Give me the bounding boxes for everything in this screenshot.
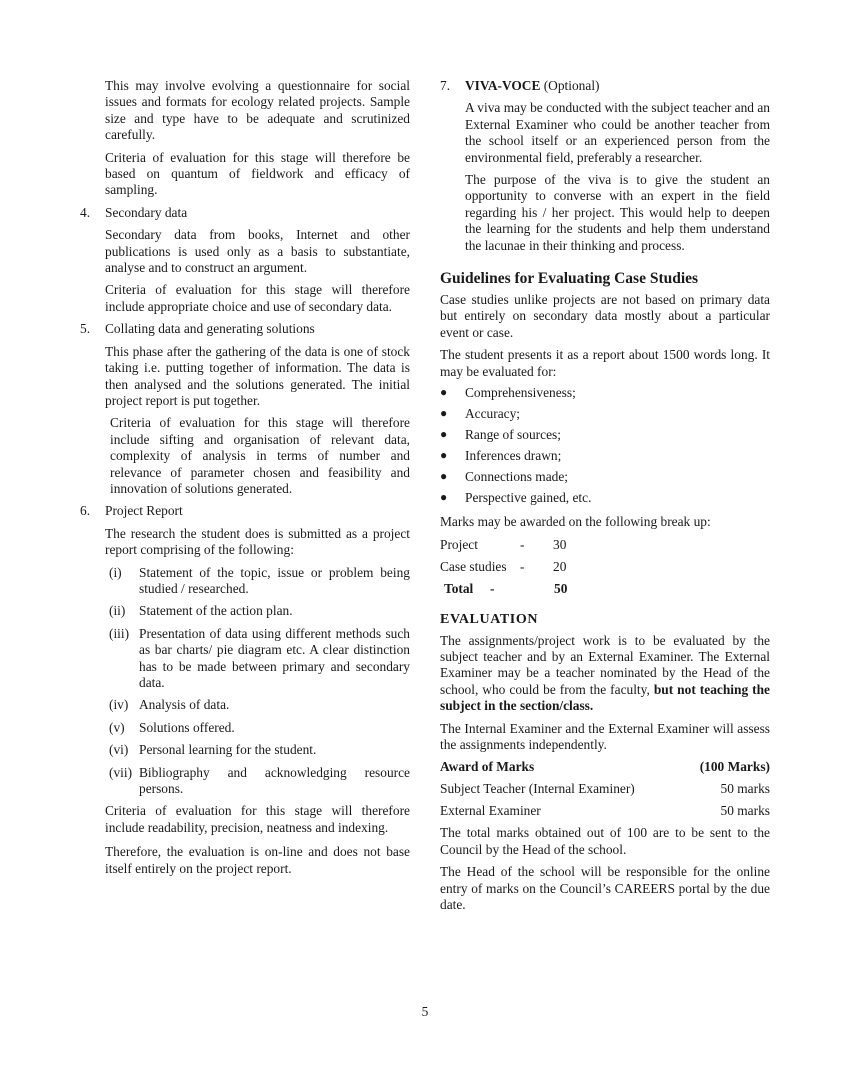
sub-item-number: (vi) [109, 742, 129, 758]
marks-label: Total [444, 580, 474, 596]
marks-value: 50 [554, 580, 568, 596]
sub-item [80, 603, 410, 619]
viva-purpose-paragraph: The purpose of the viva is to give the student an opportunity to converse with an expert in the field regarding his / her project. This would help to deepen the learning for the students and help them understand the lacunae in their thinking and process. [465, 172, 770, 253]
item-title: Project Report [105, 503, 183, 519]
marks-row-case-studies [440, 558, 770, 575]
item-number: 4. [80, 204, 91, 220]
sub-item-text: Personal learning for the student. [139, 742, 317, 758]
bullet-icon: ● [440, 448, 448, 463]
sub-item [80, 720, 410, 736]
viva-paragraph: A viva may be conducted with the subject teacher and an External Examiner who could be another teacher from the school itself or an experienced person from the environmental field, preferably a researcher. [465, 100, 770, 165]
online-entry-paragraph: The Head of the school will be responsible for the online entry of marks on the Council’s CAREERS portal by the due date. [440, 864, 770, 912]
bullet-icon: ● [440, 427, 448, 442]
sub-item-text: Statement of the topic, issue or problem being studied / researched. [139, 564, 410, 596]
questionnaire-paragraph: This may involve evolving a questionnaire for social issues and formats for ecology related projects. Sample size and type have to be adequate and scrutinized carefully. [105, 78, 410, 143]
list-item-text: Comprehensiveness; [465, 385, 576, 401]
marks-row-total [440, 580, 770, 597]
list-item [440, 426, 770, 443]
sub-item-number: (iv) [109, 697, 129, 713]
marks-label: Case studies [440, 558, 507, 574]
item-title: Secondary data [105, 204, 188, 220]
project-report-paragraph: The research the student does is submitted as a project report comprising of the following: [105, 525, 410, 558]
total-marks-paragraph: The total marks obtained out of 100 are to be sent to the Council by the Head of the school. [440, 825, 770, 857]
award-header-row [440, 758, 770, 775]
sub-item-text: Solutions offered. [139, 719, 235, 735]
report-length-paragraph: The student presents it as a report about 1500 words long. It may be evaluated for: [440, 347, 770, 379]
marks-dash: - [520, 536, 525, 552]
marks-value: 30 [553, 536, 567, 552]
collating-paragraph: This phase after the gathering of the data is one of stock taking i.e. putting together of information. The data is then analysed and the solutions generated. The initial project report is put together. [105, 343, 410, 408]
online-evaluation-paragraph: Therefore, the evaluation is on-line and does not base itself entirely on the project report. [105, 844, 410, 876]
item-secondary-data [80, 205, 410, 221]
case-studies-heading: Guidelines for Evaluating Case Studies [440, 270, 699, 288]
sub-item-text: Presentation of data using different methods such as bar charts/ pie diagram etc. A clear distinction has to be made between primary and secondary data. [139, 625, 410, 690]
secondary-criteria-paragraph: Criteria of evaluation for this stage will therefore include appropriate choice and use of secondary data. [105, 282, 410, 314]
list-item-text: Connections made; [465, 469, 569, 485]
list-item-text: Perspective gained, etc. [465, 490, 592, 506]
item-title: Collating data and generating solutions [105, 321, 315, 337]
sub-item [80, 697, 410, 713]
sub-item-text: Bibliography and acknowledging resource persons. [139, 764, 410, 797]
item-viva-voce [440, 78, 770, 94]
list-item [440, 447, 770, 464]
sub-item [80, 742, 410, 758]
list-item [440, 405, 770, 422]
item-collating-data [80, 321, 410, 337]
award-label: Subject Teacher (Internal Examiner) [440, 781, 635, 797]
sub-item-number: (v) [109, 719, 125, 735]
award-value: 50 marks [720, 803, 770, 819]
viva-title: VIVA-VOCE [465, 78, 541, 93]
list-item-text: Inferences drawn; [465, 448, 562, 464]
page-number: 5 [421, 1004, 429, 1019]
award-header-label: Award of Marks [440, 759, 535, 775]
examiners-paragraph: The Internal Examiner and the External Examiner will assess the assignments independently. [440, 720, 770, 752]
left-column [80, 78, 410, 877]
item-number: 7. [440, 78, 451, 93]
report-criteria-paragraph: Criteria of evaluation for this stage will therefore include readability, precision, neatness and indexing. [105, 803, 410, 835]
sub-item-number: (ii) [109, 603, 126, 619]
viva-optional: (Optional) [540, 78, 600, 93]
marks-dash: - [490, 580, 495, 596]
item-title [465, 78, 770, 94]
evaluation-paragraph [440, 633, 770, 715]
marks-label: Project [440, 536, 478, 552]
evaluation-bold-text: but not teaching the subject in the section/class. [440, 681, 770, 714]
list-item-text: Range of sources; [465, 427, 561, 443]
fieldwork-criteria-paragraph: Criteria of evaluation for this stage will therefore be based on quantum of fieldwork and efficacy of sampling. [105, 149, 410, 198]
marks-row-project [440, 536, 770, 553]
sub-item-text: Statement of the action plan. [139, 603, 293, 619]
sub-item-number: (i) [109, 564, 122, 580]
list-item [440, 384, 770, 401]
list-item-text: Accuracy; [465, 406, 521, 422]
evaluation-text: The assignments/project work is to be evaluated by the subject teacher and by an External Examiner. The External Examiner may be a teacher nominated by the Head of the school, who could be from the faculty, [440, 632, 770, 697]
case-studies-paragraph: Case studies unlike projects are not based on primary data but entirely on secondary data mostly about a particular event or case. [440, 292, 770, 340]
award-row-internal [440, 780, 770, 797]
sub-item [80, 626, 410, 692]
marks-value: 20 [553, 558, 567, 574]
evaluation-heading: EVALUATION [440, 611, 539, 627]
bullet-icon: ● [440, 490, 448, 505]
right-column [440, 78, 770, 913]
collating-criteria-paragraph: Criteria of evaluation for this stage will therefore include sifting and organisation of relevant data, complexity of analysis in terms of number and relevance of parameter chosen and feasibility and innovation of solutions generated. [110, 415, 410, 496]
marks-dash: - [520, 558, 525, 574]
award-header-value: (100 Marks) [699, 759, 770, 775]
bullet-icon: ● [440, 406, 448, 421]
list-item [440, 489, 770, 506]
sub-item-text: Analysis of data. [139, 697, 230, 713]
bullet-icon: ● [440, 469, 448, 484]
sub-item-number: (vii) [109, 764, 133, 780]
sub-item-number: (iii) [109, 625, 130, 641]
bullet-icon: ● [440, 385, 448, 400]
item-number: 5. [80, 321, 91, 337]
item-project-report [80, 503, 410, 519]
sub-item [80, 765, 410, 798]
evaluation-criteria-list [440, 384, 770, 506]
award-label: External Examiner [440, 803, 541, 819]
secondary-data-paragraph: Secondary data from books, Internet and other publications is used only as a basis to substantiate, analyse and to construct an argument. [105, 227, 410, 276]
list-item [440, 468, 770, 485]
award-row-external [440, 802, 770, 819]
marks-breakup-paragraph: Marks may be awarded on the following break up: [440, 514, 711, 530]
item-number: 6. [80, 503, 91, 519]
sub-item [80, 565, 410, 598]
award-value: 50 marks [720, 781, 770, 797]
